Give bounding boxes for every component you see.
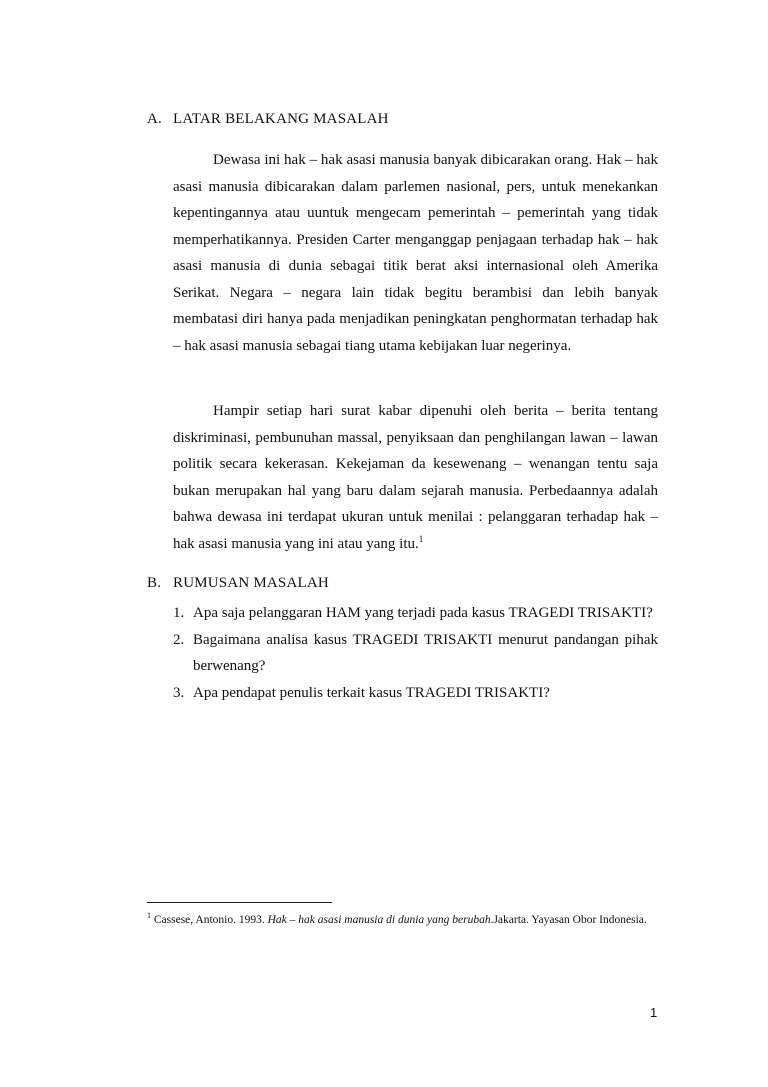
section-b-title: RUMUSAN MASALAH [173, 575, 329, 591]
list-item [173, 600, 658, 627]
list-item-number: 1. [173, 605, 185, 621]
footnote-separator [147, 902, 332, 903]
list-item-text: Bagaimana analisa kasus TRAGEDI TRISAKTI menurut pandangan pihak berwenang? [193, 631, 658, 674]
footnote-author: Cassese, Antonio. 1993. [153, 914, 265, 926]
list-item [173, 680, 658, 707]
section-a-paragraph-1: Dewasa ini hak – hak asasi manusia banyak dibicarakan orang. Hak – hak asasi manusia dibicarakan dalam parlemen nasional, pers, untuk menekankan kepentingannya atau uuntuk mengecam pemerintah – pemerintah yang tidak memperhatikannya. Presiden Carter menganggap penjagaan terhadap hak – hak asasi manusia di dunia sebagai titik berat aksi internasional oleh Amerika Serikat. Negara – negara lain tidak begitu berambisi dan lebih banyak membatasi diri hanya pada menjadikan peningkatan penghormatan terhadap hak – hak asasi manusia sebagai tiang utama kebijakan luar negerinya. [173, 152, 658, 354]
footnote [147, 911, 659, 930]
section-a-letter: A. [147, 111, 162, 127]
list-item-number: 3. [173, 684, 185, 701]
paragraph-2-text: Hampir setiap hari surat kabar dipenuhi oleh berita – berita tentang diskriminasi, pembunuhan massal, penyiksaan dan penghilangan lawan – lawan politik secara kekerasan. Kekejaman da kesewenang – wenangan tentu saja bukan merupakan hal yang baru dalam sejarah manusia. Perbedaannya adalah bahwa dewasa ini terdapat ukuran untuk menilai : pelanggaran terhadap hak – hak asasi manusia yang ini atau yang itu. [173, 403, 658, 552]
list-item-number: 2. [173, 631, 185, 648]
list-item-text: Apa pendapat penulis terkait kasus TRAGEDI TRISAKTI? [193, 684, 550, 701]
footnote-title: Hak – hak asasi manusia di dunia yang berubah [267, 914, 491, 926]
footnote-reference: 1 [418, 533, 424, 544]
footnote-marker: 1 [147, 911, 151, 921]
section-a-heading [147, 111, 389, 128]
section-a-paragraph-2 [173, 398, 658, 557]
footnote-publisher: .Jakarta. Yayasan Obor Indonesia. [490, 914, 647, 926]
section-a-title: LATAR BELAKANG MASALAH [173, 111, 389, 127]
section-b-letter: B. [147, 575, 162, 591]
section-b-heading [147, 575, 329, 592]
list-item [173, 627, 658, 680]
page-number: 1 [650, 1005, 658, 1020]
list-item-text: Apa saja pelanggaran HAM yang terjadi pada kasus TRAGEDI TRISAKTI? [193, 605, 653, 621]
research-questions-list [173, 600, 658, 706]
